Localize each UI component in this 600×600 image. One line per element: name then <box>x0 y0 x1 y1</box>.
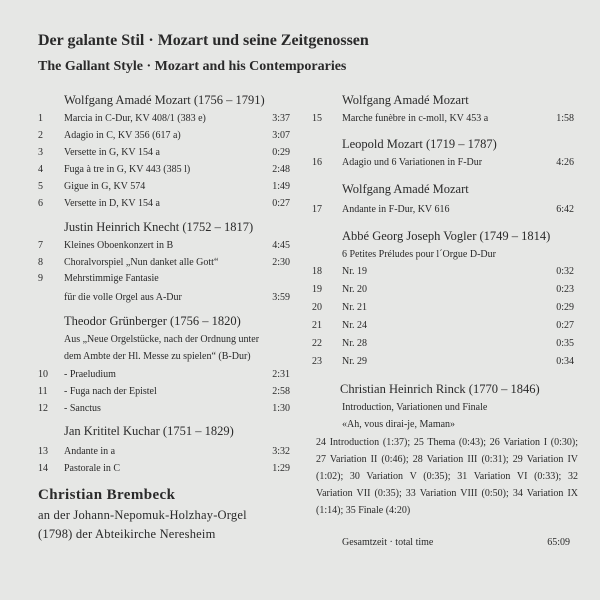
track-time: 3:59 <box>272 292 290 303</box>
composer-heading: Jan Krititel Kuchar (1751 – 1829) <box>64 424 234 438</box>
track-time: 0:27 <box>556 320 574 331</box>
track-number: 18 <box>312 266 322 277</box>
track-title: Nr. 29 <box>342 356 367 367</box>
composer-heading: Leopold Mozart (1719 – 1787) <box>342 137 497 151</box>
track-number: 8 <box>38 257 43 268</box>
title-german: Der galante Stil · Mozart und seine Zeitgenossen <box>38 32 369 49</box>
track-time: 0:27 <box>272 198 290 209</box>
track-time: 2:31 <box>272 369 290 380</box>
track-time: 3:32 <box>272 446 290 457</box>
track-title: Andante in F-Dur, KV 616 <box>342 204 450 215</box>
title-english: The Gallant Style · Mozart and his Contemporaries <box>38 59 347 74</box>
work-note: Aus „Neue Orgelstücke, nach der Ordnung unter <box>64 334 260 345</box>
track-number: 14 <box>38 463 48 474</box>
composer-heading: Christian Heinrich Rinck (1770 – 1846) <box>340 382 540 396</box>
track-number: 11 <box>38 386 48 397</box>
track-time: 0:29 <box>556 302 574 313</box>
track-number: 16 <box>312 157 322 168</box>
composer-heading: Justin Heinrich Knecht (1752 – 1817) <box>64 220 254 234</box>
track-number: 1 <box>38 113 43 124</box>
track-time: 3:07 <box>272 130 290 141</box>
track-number: 10 <box>38 369 48 380</box>
track-time: 3:37 <box>272 113 290 124</box>
track-title: Pastorale in C <box>64 463 121 474</box>
performer-venue: (1798) der Abteikirche Neresheim <box>38 527 216 541</box>
track-title: Adagio in C, KV 356 (617 a) <box>64 130 181 141</box>
track-number: 2 <box>38 130 43 141</box>
track-title: Andante in a <box>64 446 116 457</box>
track-title: Choralvorspiel „Nun danket alle Gott“ <box>64 257 219 268</box>
work-note: «Ah, vous dirai-je, Maman» <box>342 419 456 430</box>
total-time-label: Gesamtzeit · total time <box>342 537 434 548</box>
track-title: Marche funèbre in c-moll, KV 453 a <box>342 113 489 124</box>
composer-heading: Wolfgang Amadé Mozart (1756 – 1791) <box>64 93 265 107</box>
work-note: dem Ambte der Hl. Messe zu spielen“ (B-Dur) <box>64 351 251 362</box>
track-number: 22 <box>312 338 322 349</box>
track-number: 20 <box>312 302 322 313</box>
track-number: 4 <box>38 164 43 175</box>
track-number: 19 <box>312 284 322 295</box>
track-number: 5 <box>38 181 43 192</box>
track-title: Nr. 20 <box>342 284 367 295</box>
composer-heading: Theodor Grünberger (1756 – 1820) <box>64 314 241 328</box>
track-number: 12 <box>38 403 48 414</box>
work-note: Introduction, Variationen und Finale <box>342 402 488 413</box>
track-time: 0:35 <box>556 338 574 349</box>
track-number: 21 <box>312 320 322 331</box>
track-time: 0:34 <box>556 356 574 367</box>
track-title: Nr. 24 <box>342 320 367 331</box>
composer-heading: Abbé Georg Joseph Vogler (1749 – 1814) <box>342 229 551 243</box>
track-title: Adagio und 6 Variationen in F-Dur <box>342 157 483 168</box>
track-number: 15 <box>312 113 322 124</box>
track-time: 4:45 <box>272 240 290 251</box>
track-title: - Fuga nach der Epistel <box>64 386 157 397</box>
performer-organ: an der Johann-Nepomuk-Holzhay-Orgel <box>38 508 247 522</box>
track-time: 1:49 <box>272 181 290 192</box>
track-number: 17 <box>312 204 322 215</box>
composer-heading: Wolfgang Amadé Mozart <box>342 182 469 196</box>
track-time: 1:58 <box>556 113 574 124</box>
track-number: 9 <box>38 273 43 284</box>
track-number: 7 <box>38 240 43 251</box>
track-title: Mehrstimmige Fantasie <box>64 273 159 284</box>
rinck-track-list: 24 Introduction (1:37); 25 Thema (0:43); 26 Variation I (0:30); 27 Variation II (0:46); 28 Variation III (0:31); 29 Variation IV (1:02); 30 Variation V (0:35); 31 Variation VI (0:33); 32 Variation VII (0:35); 33 Variation VIII (0:50); 34 Variation IX (1:14); 35 Finale (4:20) <box>316 437 578 516</box>
track-title: Marcia in C-Dur, KV 408/1 (383 e) <box>64 113 206 124</box>
track-number: 23 <box>312 356 322 367</box>
track-title: Gigue in G, KV 574 <box>64 181 146 192</box>
track-title: Fuga à tre in G, KV 443 (385 l) <box>64 164 191 175</box>
track-time: 2:58 <box>272 386 290 397</box>
track-title: Nr. 28 <box>342 338 367 349</box>
work-note: 6 Petites Préludes pour l´Orgue D-Dur <box>342 249 496 260</box>
track-time: 1:30 <box>272 403 290 414</box>
track-number: 3 <box>38 147 43 158</box>
track-title: Versette in G, KV 154 a <box>64 147 160 158</box>
track-title: - Sanctus <box>64 403 101 414</box>
track-title: Versette in D, KV 154 a <box>64 198 160 209</box>
track-time: 4:26 <box>556 157 574 168</box>
track-time: 0:23 <box>556 284 574 295</box>
track-time: 1:29 <box>272 463 290 474</box>
performer-name: Christian Brembeck <box>38 487 176 503</box>
track-number: 6 <box>38 198 43 209</box>
track-title: für die volle Orgel aus A-Dur <box>64 292 182 303</box>
track-title: Nr. 21 <box>342 302 367 313</box>
total-time-value: 65:09 <box>547 537 570 548</box>
track-title: Nr. 19 <box>342 266 367 277</box>
track-title: Kleines Oboenkonzert in B <box>64 240 174 251</box>
track-time: 0:32 <box>556 266 574 277</box>
track-time: 2:48 <box>272 164 290 175</box>
composer-heading: Wolfgang Amadé Mozart <box>342 93 469 107</box>
track-title: - Praeludium <box>64 369 116 380</box>
track-time: 2:30 <box>272 257 290 268</box>
track-time: 6:42 <box>556 204 574 215</box>
track-time: 0:29 <box>272 147 290 158</box>
track-number: 13 <box>38 446 48 457</box>
